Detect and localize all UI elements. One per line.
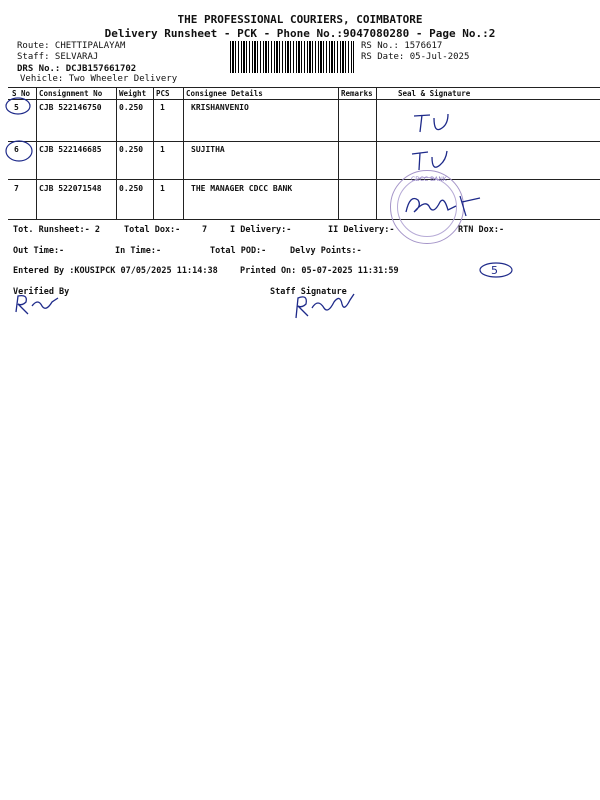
col-header-remarks: Remarks <box>341 89 373 98</box>
handwritten-circle <box>4 139 36 163</box>
col-header-weight: Weight <box>119 89 147 98</box>
drs-number: DRS No.: DCJB157661702 <box>17 64 137 74</box>
row-consignment: CJB 522146685 <box>39 145 102 154</box>
handwritten-circle <box>4 96 34 116</box>
column-divider <box>338 87 339 219</box>
column-divider <box>116 87 117 219</box>
row-consignee: SUJITHA <box>191 145 225 154</box>
column-divider <box>36 87 37 219</box>
column-divider <box>376 87 377 219</box>
row-weight: 0.250 <box>119 184 144 193</box>
entered-by: Entered By :KOUSIPCK 07/05/2025 11:14:38 <box>13 266 218 276</box>
staff-text: Staff: SELVARAJ <box>17 52 99 62</box>
row-consignment: CJB 522146750 <box>39 103 102 112</box>
table-bottom-border <box>8 219 600 220</box>
row-consignee: THE MANAGER CDCC BANK <box>191 184 293 193</box>
in-time-label: In Time:- <box>115 246 162 256</box>
handwritten-circled-count <box>478 260 516 280</box>
col-header-signature: Seal & Signature <box>398 89 471 98</box>
row-divider <box>8 179 600 180</box>
staff-signature-label: Staff Signature <box>270 287 347 297</box>
col-header-consignment: Consignment No <box>39 89 103 98</box>
company-title: THE PROFESSIONAL COURIERS, COIMBATORE <box>177 13 423 26</box>
row-pcs: 1 <box>160 145 165 154</box>
stamp-text: CDCC BANK <box>411 176 447 183</box>
i-delivery-label: I Delivery:- <box>230 225 292 235</box>
route-text: Route: CHETTIPALAYAM <box>17 41 126 51</box>
count-text: 5 <box>491 264 498 277</box>
row-pcs: 1 <box>160 184 165 193</box>
barcode <box>230 41 354 73</box>
row-divider <box>8 141 600 142</box>
tot-runsheet: Tot. Runsheet:- 2 <box>13 225 100 235</box>
total-dox-label: Total Dox:- <box>124 225 181 235</box>
col-header-sno: S No <box>12 89 31 98</box>
handwritten-signature <box>410 110 460 136</box>
printed-on: Printed On: 05-07-2025 11:31:59 <box>240 266 399 276</box>
col-header-consignee: Consignee Details <box>186 89 263 98</box>
total-dox-value: 7 <box>202 225 208 235</box>
table-header-border <box>8 99 600 100</box>
delvy-points-label: Delvy Points:- <box>290 246 362 256</box>
column-divider <box>153 87 154 219</box>
row-pcs: 1 <box>160 103 165 112</box>
vehicle-text: Vehicle: Two Wheeler Delivery <box>20 74 178 84</box>
ii-delivery-label: II Delivery:- <box>328 225 395 235</box>
row-sno: 6 <box>14 145 19 154</box>
row-sno: 5 <box>14 103 19 112</box>
row-weight: 0.250 <box>119 145 144 154</box>
rs-number: RS No.: 1576617 <box>361 41 443 51</box>
col-header-pcs: PCS <box>156 89 170 98</box>
table-top-border <box>8 87 600 88</box>
row-weight: 0.250 <box>119 103 144 112</box>
verified-by-label: Verified By <box>13 287 70 297</box>
row-consignee: KRISHANVENIO <box>191 103 249 112</box>
column-divider <box>183 87 184 219</box>
staff-signature-mark <box>290 290 360 322</box>
rtn-dox-label: RTN Dox:- <box>458 225 505 235</box>
rs-date: RS Date: 05-Jul-2025 <box>361 52 470 62</box>
out-time-label: Out Time:- <box>13 246 65 256</box>
verified-by-signature <box>12 292 62 316</box>
row-sno: 7 <box>14 184 19 193</box>
total-pod-label: Total POD:- <box>210 246 267 256</box>
row-consignment: CJB 522071548 <box>39 184 102 193</box>
runsheet-subtitle: Delivery Runsheet - PCK - Phone No.:9047080280 - Page No.:2 <box>104 27 496 40</box>
handwritten-signature <box>400 188 490 228</box>
